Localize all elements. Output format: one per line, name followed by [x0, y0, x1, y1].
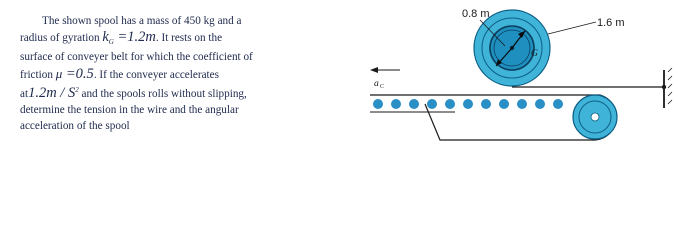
- roller: [499, 99, 509, 109]
- leader-outer-radius: [548, 22, 596, 34]
- roller: [535, 99, 545, 109]
- roller: [481, 99, 491, 109]
- roller: [553, 99, 563, 109]
- drive-pulley: [573, 95, 617, 139]
- wire-anchor: [662, 85, 666, 89]
- wall-hatch-5: [668, 100, 672, 104]
- roller: [427, 99, 437, 109]
- pulley-axle: [591, 113, 599, 121]
- symbol-k-subscript: G: [108, 37, 114, 46]
- problem-line-7: acceleration of the spool: [20, 119, 130, 132]
- text-accel-post: and the spools rolls without slipping,: [81, 88, 247, 101]
- roller: [391, 99, 401, 109]
- unit-m: m: [145, 28, 156, 45]
- roller: [517, 99, 527, 109]
- roller: [373, 99, 383, 109]
- accel-label: a: [374, 79, 379, 89]
- roller: [463, 99, 473, 109]
- problem-line-1: The shown spool has a mass of 450 kg and a: [42, 15, 242, 27]
- unit-accel-exponent: 2: [75, 86, 79, 95]
- belt-return: [425, 104, 595, 140]
- text-accel-at: at: [20, 88, 29, 101]
- text-gyration-post: . It rests on the: [155, 31, 223, 44]
- wall-hatch-1: [668, 68, 672, 72]
- symbol-mu: μ: [55, 65, 63, 81]
- inner-radius-label: 0.8 m: [462, 8, 490, 20]
- wall-hatch-2: [668, 76, 672, 80]
- roller: [445, 99, 455, 109]
- problem-line-3: surface of conveyer belt for which the coefficient of: [20, 51, 253, 64]
- outer-radius-label: 1.6 m: [597, 17, 625, 29]
- text-gyration-pre: radius of gyration: [20, 31, 103, 44]
- value-friction: =0.5: [62, 65, 94, 82]
- unit-accel: m / S: [46, 85, 76, 102]
- wall-hatch-3: [668, 84, 672, 88]
- problem-line-6: determine the tension in the wire and the angular: [20, 103, 239, 116]
- roller: [409, 99, 419, 109]
- roller-row: [373, 99, 563, 109]
- accel-label-subscript: C: [380, 84, 385, 90]
- value-accel: 1.2: [28, 85, 47, 102]
- center-label: G: [531, 49, 538, 59]
- spool: [474, 10, 550, 86]
- accel-arrowhead: [370, 67, 378, 73]
- value-gyration: =1.2: [113, 28, 146, 45]
- symbol-k: k: [102, 28, 109, 45]
- text-friction-pre: friction: [20, 68, 56, 81]
- wall-hatch-4: [668, 92, 672, 96]
- text-friction-post: . If the conveyer accelerates: [93, 68, 219, 81]
